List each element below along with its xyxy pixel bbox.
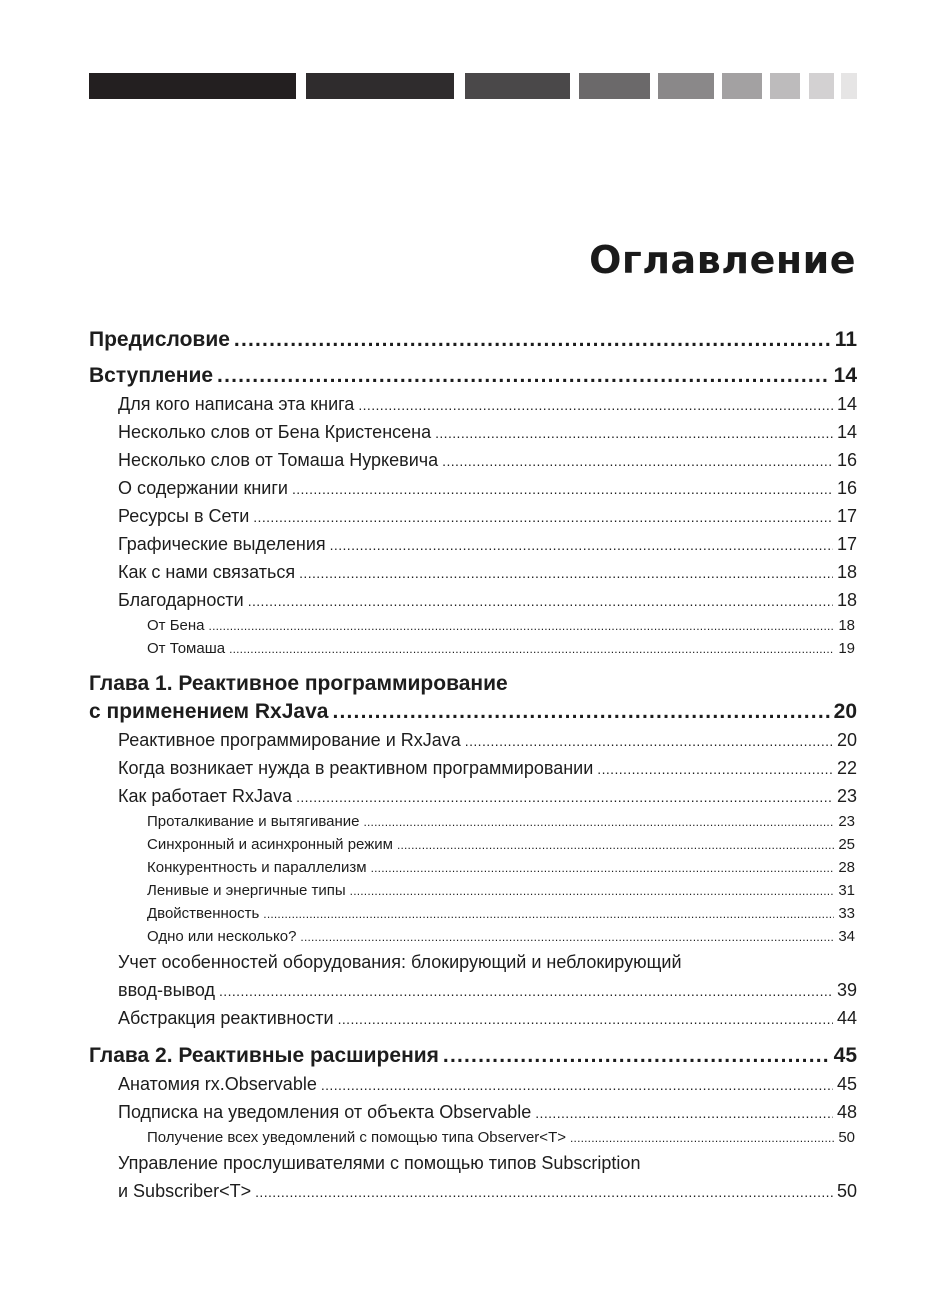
dot-leader — [465, 727, 833, 755]
toc-subentry[interactable] — [89, 902, 857, 925]
toc-entry-hardware-line1[interactable]: Учет особенностей оборудования: блокирующий и неблокирующий — [118, 952, 682, 972]
toc-entry-page: 28 — [838, 859, 855, 876]
toc-entry-page: 33 — [838, 905, 855, 922]
toc-entry-title: Как с нами связаться — [118, 562, 296, 582]
toc-entry-title: Благодарности — [118, 590, 244, 610]
header-bar-5 — [658, 73, 714, 99]
toc-entry-page: 11 — [834, 328, 857, 351]
table-of-contents — [89, 326, 857, 1205]
toc-entry[interactable] — [89, 1004, 857, 1032]
header-bar-6 — [722, 73, 762, 99]
toc-entry[interactable] — [89, 782, 857, 810]
toc-entry[interactable] — [89, 558, 857, 586]
dot-leader — [350, 880, 835, 903]
dot-leader — [332, 698, 829, 726]
dot-leader — [248, 587, 833, 615]
dot-leader — [217, 362, 830, 390]
toc-entry[interactable] — [89, 1098, 857, 1126]
toc-subentry[interactable] — [89, 637, 857, 660]
dot-leader — [321, 1071, 833, 1099]
toc-entry-hardware[interactable] — [89, 976, 857, 1004]
toc-entry-title: Реактивное программирование и RxJava — [118, 730, 461, 750]
toc-entry-page: 16 — [836, 450, 857, 470]
toc-subentry[interactable] — [89, 925, 857, 948]
toc-entry-title: Получение всех уведомлений с помощью типа Observer<T> — [147, 1129, 566, 1146]
header-bar-2 — [306, 73, 454, 99]
toc-entry-page: 45 — [833, 1044, 857, 1067]
toc-subentry[interactable] — [89, 879, 857, 902]
toc-subentry[interactable] — [89, 833, 857, 856]
dot-leader — [363, 811, 834, 834]
dot-leader — [597, 755, 833, 783]
toc-entry-chapter-1[interactable] — [89, 698, 857, 726]
toc-entry-title: Одно или несколько? — [147, 928, 297, 945]
dot-leader — [299, 559, 833, 587]
toc-entry[interactable] — [89, 1070, 857, 1098]
header-bar-4 — [579, 73, 650, 99]
toc-entry-preface[interactable] — [89, 326, 857, 354]
dot-leader — [263, 903, 834, 926]
toc-chapter-1-title-line1[interactable]: Глава 1. Реактивное программирование — [89, 672, 508, 695]
toc-entry-title: Ленивые и энергичные типы — [147, 882, 346, 899]
toc-entry-title: Вступление — [89, 364, 214, 387]
toc-entry[interactable] — [89, 586, 857, 614]
dot-leader — [358, 391, 833, 419]
toc-entry-page: 20 — [836, 730, 857, 750]
toc-entry[interactable] — [89, 530, 857, 558]
toc-entry-page: 17 — [836, 506, 857, 526]
dot-leader — [253, 503, 833, 531]
toc-entry-title: Предисловие — [89, 328, 230, 351]
dot-leader — [338, 1005, 833, 1033]
toc-entry[interactable] — [89, 726, 857, 754]
toc-entry-page: 25 — [838, 836, 855, 853]
header-bar-9 — [841, 73, 857, 99]
toc-entry-title: Глава 2. Реактивные расширения — [89, 1044, 439, 1067]
dot-leader — [300, 926, 834, 949]
toc-entry-title: Графические выделения — [118, 534, 326, 554]
toc-entry-title: Конкурентность и параллелизм — [147, 859, 367, 876]
dot-leader — [397, 834, 834, 857]
toc-entry-title: Несколько слов от Томаша Нуркевича — [118, 450, 439, 470]
header-bar-7 — [770, 73, 800, 99]
toc-entry-page: 50 — [838, 1129, 855, 1146]
toc-entry-title: О содержании книги — [118, 478, 288, 498]
dot-leader — [570, 1127, 834, 1150]
toc-entry-chapter-2[interactable] — [89, 1042, 857, 1070]
toc-entry-page: 18 — [836, 590, 857, 610]
toc-entry-title: Проталкивание и вытягивание — [147, 813, 360, 830]
toc-entry-title: От Бена — [147, 617, 205, 634]
dot-leader — [442, 447, 833, 475]
toc-entry-title: Когда возникает нужда в реактивном программировании — [118, 758, 594, 778]
toc-entry-page: 14 — [836, 422, 857, 442]
dot-leader — [209, 615, 835, 638]
toc-entry-title: Подписка на уведомления от объекта Observable — [118, 1102, 532, 1122]
toc-entry-page: 14 — [833, 364, 857, 387]
toc-entry-page: 18 — [836, 562, 857, 582]
toc-entry[interactable] — [89, 502, 857, 530]
toc-entry-page: 45 — [836, 1074, 857, 1094]
toc-entry-title: Синхронный и асинхронный режим — [147, 836, 393, 853]
toc-entry[interactable] — [89, 390, 857, 418]
dot-leader — [371, 857, 835, 880]
header-bar-8 — [809, 73, 834, 99]
toc-entry-title: с применением RxJava — [89, 700, 329, 723]
toc-entry-listeners[interactable] — [89, 1177, 857, 1205]
toc-entry-title: От Томаша — [147, 640, 226, 657]
toc-entry-listeners-line1[interactable]: Управление прослушивателями с помощью типов Subscription — [118, 1153, 641, 1173]
toc-entry-page: 44 — [836, 1008, 857, 1028]
dot-leader — [292, 475, 833, 503]
dot-leader — [330, 531, 833, 559]
dot-leader — [535, 1099, 833, 1127]
toc-entry-page: 16 — [836, 478, 857, 498]
toc-entry-page: 48 — [836, 1102, 857, 1122]
dot-leader — [234, 326, 831, 354]
dot-leader — [296, 783, 833, 811]
toc-entry-title: Ресурсы в Сети — [118, 506, 250, 526]
toc-entry-page: 50 — [836, 1181, 857, 1201]
toc-entry-title: Абстракция реактивности — [118, 1008, 334, 1028]
toc-entry-page: 18 — [838, 617, 855, 634]
toc-entry-intro[interactable] — [89, 362, 857, 390]
dot-leader — [435, 419, 833, 447]
toc-entry-page: 31 — [838, 882, 855, 899]
toc-entry[interactable] — [89, 754, 857, 782]
toc-entry[interactable] — [89, 474, 857, 502]
toc-entry[interactable] — [89, 446, 857, 474]
toc-entry-title: Несколько слов от Бена Кристенсена — [118, 422, 432, 442]
toc-entry-page: 17 — [836, 534, 857, 554]
toc-entry-page: 23 — [836, 786, 857, 806]
page-title: Оглавление — [589, 238, 856, 282]
dot-leader — [255, 1178, 833, 1206]
toc-entry[interactable] — [89, 418, 857, 446]
toc-entry-title: Анатомия rx.Observable — [118, 1074, 317, 1094]
toc-subentry[interactable] — [89, 614, 857, 637]
header-gradient-bars — [89, 73, 857, 99]
toc-entry-title: ввод-вывод — [118, 980, 216, 1000]
toc-entry-page: 34 — [838, 928, 855, 945]
toc-entry-page: 14 — [836, 394, 857, 414]
toc-entry-title: Для кого написана эта книга — [118, 394, 355, 414]
toc-subentry[interactable] — [89, 810, 857, 833]
toc-subentry[interactable] — [89, 1126, 857, 1149]
toc-entry-title: Двойственность — [147, 905, 260, 922]
dot-leader — [443, 1042, 830, 1070]
toc-subentry[interactable] — [89, 856, 857, 879]
toc-entry-page: 22 — [836, 758, 857, 778]
header-bar-1 — [89, 73, 296, 99]
dot-leader — [219, 977, 833, 1005]
toc-entry-page: 20 — [833, 700, 857, 723]
toc-entry-title: Как работает RxJava — [118, 786, 293, 806]
toc-entry-page: 39 — [836, 980, 857, 1000]
header-bar-3 — [465, 73, 570, 99]
toc-entry-page: 19 — [838, 640, 855, 657]
toc-entry-title: и Subscriber<T> — [118, 1181, 252, 1201]
toc-entry-page: 23 — [838, 813, 855, 830]
dot-leader — [229, 638, 834, 661]
